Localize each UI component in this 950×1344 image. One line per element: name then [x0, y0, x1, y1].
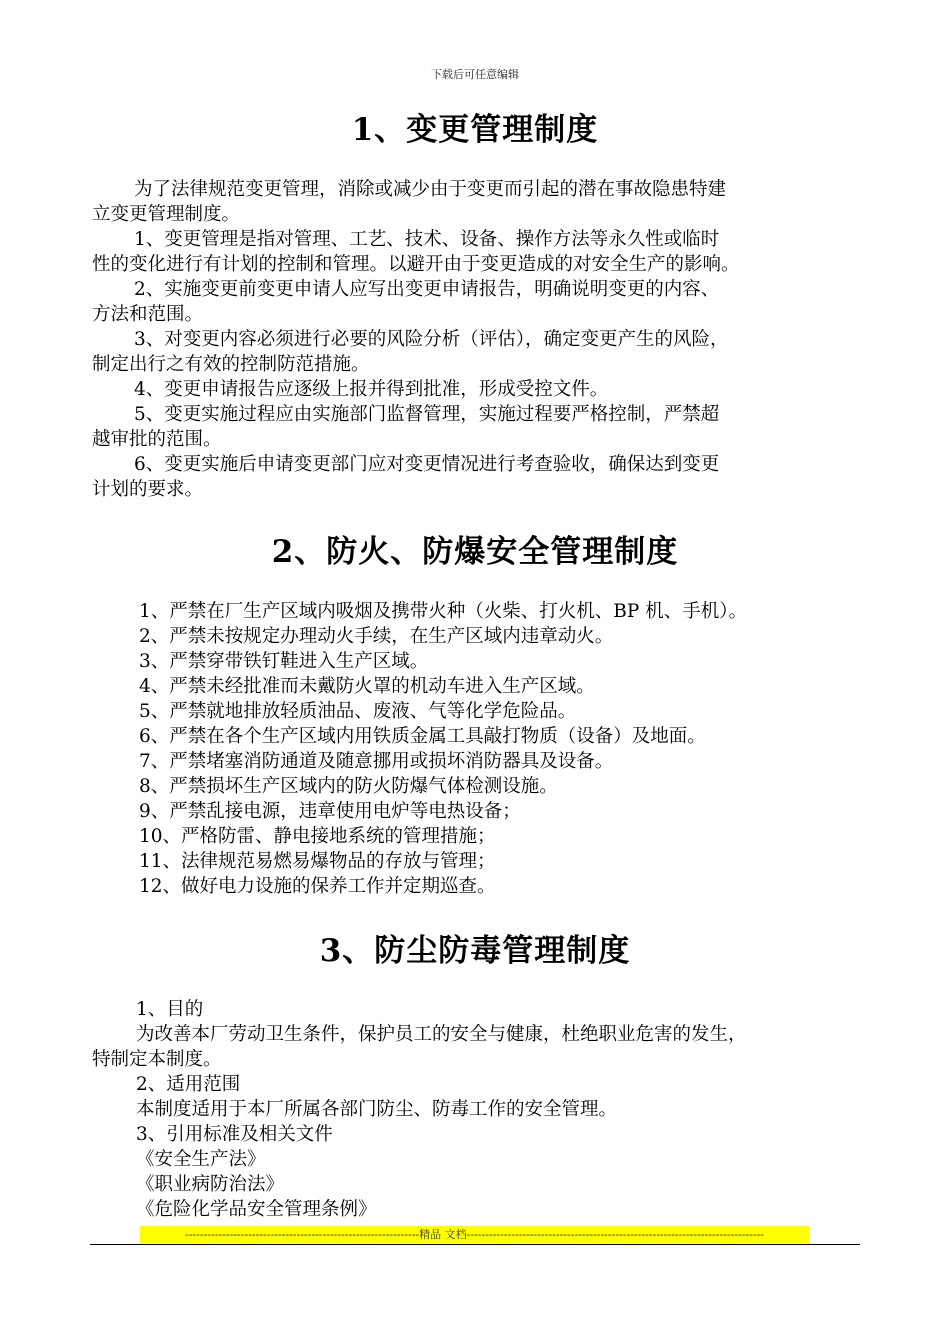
list-item: 10、严格防雷、静电接地系统的管理措施；: [139, 826, 496, 847]
paragraph: 《职业病防治法》: [136, 1174, 285, 1195]
list-item: 3、严禁穿带铁钉鞋进入生产区域。: [139, 651, 429, 672]
list-item: 12、做好电力设施的保养工作并定期巡查。: [139, 876, 496, 897]
header-note: 下载后可任意编辑: [431, 68, 519, 81]
list-item: 2、严禁未按规定办理动火手续，在生产区域内违章动火。: [139, 626, 614, 647]
paragraph: 6、变更实施后申请变更部门应对变更情况进行考查验收，确保达到变更: [134, 454, 720, 475]
paragraph: 5、变更实施过程应由实施部门监督管理，实施过程要严格控制，严禁超: [134, 404, 720, 425]
list-item: 6、严禁在各个生产区域内用铁质金属工具敲打物质（设备）及地面。: [139, 726, 706, 747]
list-item: 11、法律规范易燃易爆物品的存放与管理；: [139, 851, 496, 872]
paragraph: 特制定本制度。: [92, 1049, 222, 1070]
paragraph: 3、对变更内容必须进行必要的风险分析（评估），确定变更产生的风险，: [134, 329, 729, 350]
list-item: 9、严禁乱接电源，违章使用电炉等电热设备；: [139, 801, 521, 822]
footer-divider: [90, 1244, 860, 1245]
section-1-title: 1、变更管理制度: [351, 112, 599, 148]
list-item: 4、严禁未经批准而未戴防火罩的机动车进入生产区域。: [139, 676, 595, 697]
section-2-list: [92, 599, 872, 899]
paragraph: 1、变更管理是指对管理、工艺、技术、设备、操作方法等永久性或临时: [134, 229, 720, 250]
paragraph: 为了法律规范变更管理，消除或减少由于变更而引起的潜在事故隐患特建: [134, 179, 727, 200]
paragraph: 立变更管理制度。: [92, 204, 241, 225]
paragraph: 计划的要求。: [92, 479, 204, 500]
paragraph: 为改善本厂劳动卫生条件，保护员工的安全与健康，杜绝职业危害的发生，: [136, 1024, 747, 1045]
list-item: 7、严禁堵塞消防通道及随意挪用或损坏消防器具及设备。: [139, 751, 614, 772]
footer-banner: [140, 1226, 809, 1243]
paragraph: 制定出行之有效的控制防范措施。: [92, 354, 370, 375]
footer-dashes-right: --------------------------------------------------------------------------------: [466, 1228, 764, 1241]
list-item: 1、严禁在厂生产区域内吸烟及携带火种（火柴、打火机、BP 机、手机）。: [139, 601, 747, 622]
footer-dashes-left: ---------------------------------------------------------------: [184, 1228, 420, 1241]
section-3-body: [92, 997, 872, 1222]
paragraph: 本制度适用于本厂所属各部门防尘、防毒工作的安全管理。: [136, 1099, 618, 1120]
paragraph: 性的变化进行有计划的控制和管理。以避开由于变更造成的对安全生产的影响。: [92, 254, 740, 275]
paragraph: 1、目的: [136, 999, 204, 1020]
paragraph: 2、实施变更前变更申请人应写出变更申请报告，明确说明变更的内容、: [134, 279, 720, 300]
paragraph: 《安全生产法》: [136, 1149, 266, 1170]
section-1-body: [92, 177, 872, 502]
paragraph: 越审批的范围。: [92, 429, 222, 450]
list-item: 5、严禁就地排放轻质油品、废液、气等化学危险品。: [139, 701, 577, 722]
paragraph: 3、引用标准及相关文件: [136, 1124, 333, 1145]
paragraph: 4、变更申请报告应逐级上报并得到批准，形成受控文件。: [134, 379, 609, 400]
section-3-title: 3、防尘防毒管理制度: [319, 933, 631, 969]
paragraph: 方法和范围。: [92, 304, 204, 325]
section-2-title: 2、防火、防爆安全管理制度: [271, 534, 679, 570]
footer-label: 精品 文档: [419, 1228, 467, 1241]
paragraph: 《危险化学品安全管理条例》: [136, 1199, 377, 1220]
list-item: 8、严禁损坏生产区域内的防火防爆气体检测设施。: [139, 776, 558, 797]
paragraph: 2、适用范围: [136, 1074, 241, 1095]
